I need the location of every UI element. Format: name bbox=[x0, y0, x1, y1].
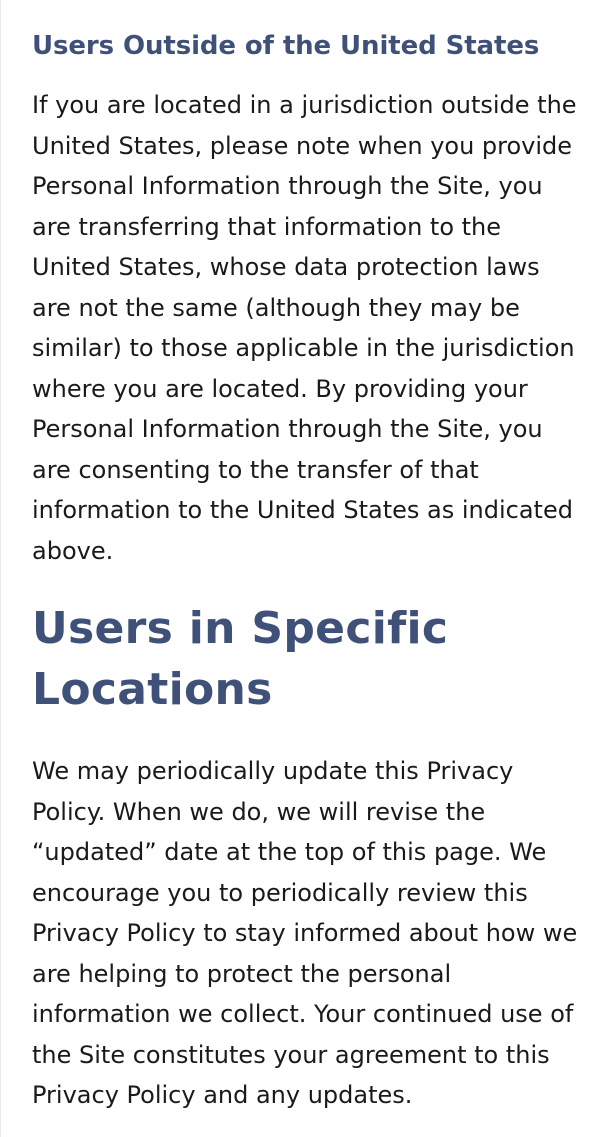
section-body-specific-locations: We may periodically update this Privacy Policy. When we do, we will revise the “updated” date at the top of this page. We encourage you to periodically review this Privacy Policy to stay informed about how we are helping to protect the personal information we collect. Your continued use of the Site constitutes your agreement to this Privacy Policy and any updates. bbox=[32, 757, 578, 1109]
section-heading-specific-locations: Users in Specific Locations bbox=[32, 603, 449, 715]
section-body-outside-us: If you are located in a jurisdiction outside the United States, please note when you provide Personal Information through the Site, you are transferring that information to the United States, whose data protection laws are not the same (although they may be similar) to those applicable in the jurisdiction where you are located. By providing your Personal Information through the Site, you are consenting to the transfer of that information to the United States as indicated above. bbox=[32, 91, 577, 565]
section-heading-outside-us: Users Outside of the United States bbox=[32, 31, 540, 61]
